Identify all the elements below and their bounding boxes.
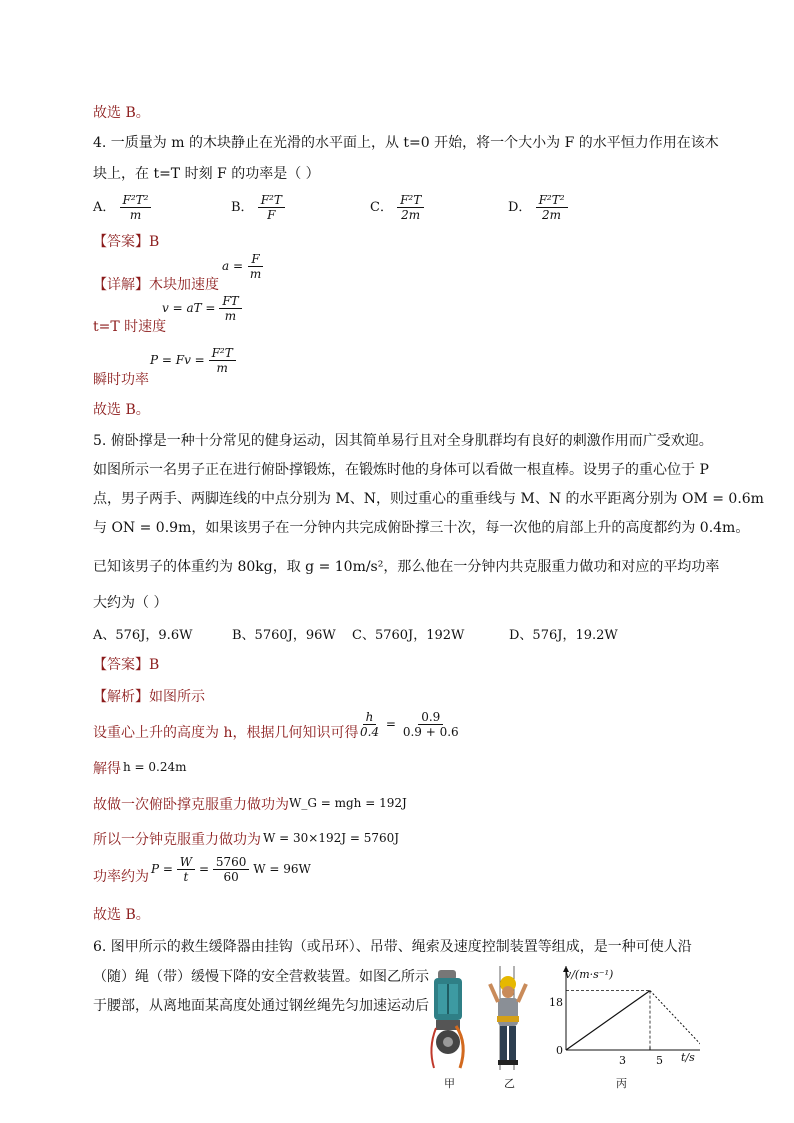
q5-step1-text: 设重心上升的高度为 h，根据几何知识可得 — [93, 725, 359, 741]
q5-analysis-label: 【解析】如图所示 — [93, 689, 205, 705]
q5-step2-text: 解得 — [93, 761, 121, 777]
q6-stem-line1: 6. 图甲所示的救生缓降器由挂钩（或吊环）、吊带、绳索及速度控制装置等组成，是一种可使人沿 — [93, 939, 692, 955]
q4-eq-speed: v = aT = $\frac{FT}{m}$ — [162, 294, 242, 323]
q5-stem-line4: 与 ON = 0.9m，如果该男子在一分钟内共完成俯卧撑三十次，每一次他的肩部上升的高度都约为 0.4m。 — [93, 520, 750, 536]
graph-deceleration-segment — [650, 991, 700, 1050]
q4-detail-label: 【详解】木块加速度 — [93, 277, 219, 293]
q5-step5-equation: P = $\frac{W}{t}$ = $\frac{5760}{60}$ W = 96W — [151, 855, 311, 884]
graph-x-axis-label: t/s — [681, 1051, 695, 1064]
q6-stem-line3: 于腰部，从离地面某高度处通过钢丝绳先匀加速运动后 — [93, 998, 429, 1014]
q5-conclusion: 故选 B。 — [93, 907, 150, 923]
graph-y-axis-label: v/(m·s⁻¹) — [565, 968, 614, 981]
q4-option-c: C． $\frac{\text{F²T}}{2m}$ — [370, 193, 424, 222]
q4-option-b: B． $\frac{\text{F²T}}{F}$ — [231, 193, 285, 222]
graph-x-tick-label-3: 3 — [619, 1054, 626, 1067]
prev-answer-conclusion: 故选 B。 — [93, 105, 150, 121]
velocity-time-graph — [536, 960, 700, 1076]
rescue-worker-illustration — [482, 966, 534, 1070]
descender-device-illustration — [426, 968, 470, 1070]
figure-label-yi: 乙 — [504, 1077, 515, 1090]
q6-stem-line2: （随）绳（带）缓慢下降的安全营救装置。如图乙所示 — [93, 969, 429, 985]
q5-step4-equation: W = 30×192J = 5760J — [263, 831, 400, 845]
q5-stem-line1: 5. 俯卧撑是一种十分常见的健身运动，因其简单易行且对全身肌群均有良好的刺激作用而广受欢迎。 — [93, 433, 713, 449]
q4-speed-label: t=T 时速度 — [93, 319, 167, 335]
q4-conclusion: 故选 B。 — [93, 402, 150, 418]
q5-stem-line2: 如图所示一名男子正在进行俯卧撑锻炼，在锻炼时他的身体可以看做一根直棒。设男子的重心位于 P — [93, 462, 709, 478]
q4-power-label: 瞬时功率 — [93, 372, 149, 388]
q4-answer: 【答案】B — [93, 234, 160, 250]
q5-step1-equation: $\frac{h}{0.4}$ = $\frac{0.9}{0.9 + 0.6}$ — [360, 710, 459, 739]
q5-stem-line5: 已知该男子的体重约为 80kg，取 g = 10m/s²，那么他在一分钟内共克服重力做功和对应的平均功率 — [93, 559, 720, 575]
q4-option-a: A． $\frac{\text{F²T²}}{m}$ — [93, 193, 151, 222]
q4-option-d: D． $\frac{\text{F²T²}}{2m}$ — [508, 193, 568, 222]
q5-step3-equation: W_G = mgh = 192J — [289, 796, 407, 810]
figure-label-jia: 甲 — [444, 1077, 455, 1090]
figure-label-bing: 丙 — [616, 1077, 627, 1090]
q5-stem-line3: 点，男子两手、两脚连线的中点分别为 M、N，则过重心的重垂线与 M、N 的水平距离分别为 OM = 0.6m — [93, 491, 764, 507]
graph-y-tick-label: 18 — [549, 996, 563, 1009]
q5-option-b: B、5760J，96W — [232, 628, 336, 643]
q4-eq-acceleration: a = $\frac{F}{m}$ — [222, 252, 262, 281]
q4-stem-line2: 块上，在 t=T 时刻 F 的功率是（ ） — [93, 166, 320, 182]
graph-x-tick-label-5: 5 — [656, 1054, 663, 1067]
q5-option-c: C、5760J，192W — [352, 628, 465, 643]
q5-answer: 【答案】B — [93, 657, 160, 673]
q4-eq-power: P = Fv = $\frac{\text{F²T}}{m}$ — [150, 346, 236, 375]
q5-stem-line6: 大约为（ ） — [93, 595, 168, 611]
q4-stem-line1: 4. 一质量为 m 的木块静止在光滑的水平面上，从 t=0 开始，将一个大小为 F 的水平恒力作用在该木 — [93, 135, 719, 151]
graph-acceleration-segment — [566, 991, 650, 1050]
graph-origin-label: 0 — [556, 1044, 563, 1057]
q5-step3-text: 故做一次俯卧撑克服重力做功为 — [93, 797, 289, 813]
q5-step2-equation: h = 0.24m — [123, 760, 187, 774]
q5-step5-text: 功率约为 — [93, 869, 149, 885]
q5-step4-text: 所以一分钟克服重力做功为 — [93, 832, 261, 848]
q5-option-d: D、576J，19.2W — [509, 628, 618, 643]
q5-option-a: A、576J，9.6W — [93, 628, 193, 643]
